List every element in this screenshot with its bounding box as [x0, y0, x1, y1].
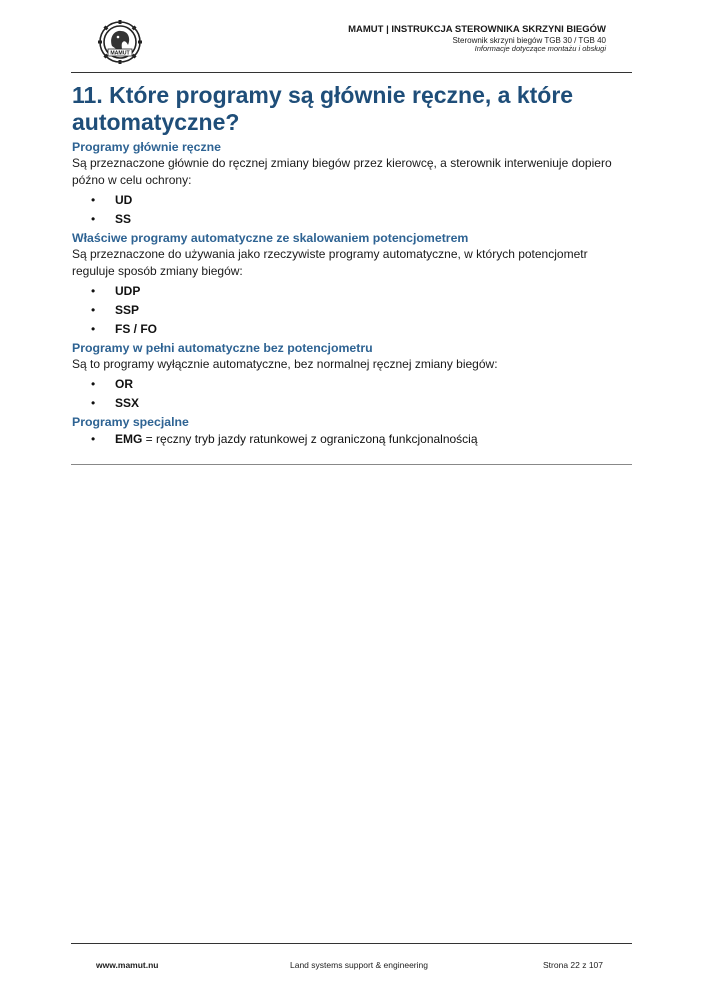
program-name: SSP	[115, 303, 140, 317]
program-name: UDP	[115, 284, 141, 298]
subsection-body-manual: Są przeznaczone głównie do ręcznej zmiany biegów przez kierowcę, a sterownik interweniuje dopiero późno w celu ochrony:	[72, 156, 612, 187]
footer-website: www.mamut.nu	[96, 960, 159, 970]
bullet-icon: •	[91, 322, 96, 336]
list-item	[72, 394, 632, 413]
list-item	[72, 430, 632, 449]
subsection-title-special: Programy specjalne	[72, 415, 189, 429]
list-item	[72, 282, 632, 301]
logo-text: MAMUT	[110, 50, 130, 57]
subsection-body-automatic-pot: Są przeznaczone do używania jako rzeczywiste programy automatyczne, w których potencjometr reguluje sposób zmiany biegów:	[72, 247, 588, 278]
program-name: OR	[115, 377, 133, 391]
page-header	[348, 25, 606, 54]
document-subtitle: Sterownik skrzyni biegów TGB 30 / TGB 40	[452, 35, 606, 45]
bullet-icon: •	[91, 377, 96, 391]
program-name: SSX	[115, 396, 140, 410]
section-heading: 11. Które programy są głównie ręczne, a które automatyczne?	[72, 82, 574, 135]
bullet-icon: •	[91, 396, 96, 410]
bullet-icon: •	[91, 193, 96, 207]
program-list-fully-automatic	[72, 375, 632, 413]
footer-divider	[71, 943, 632, 944]
program-list-automatic-pot	[72, 282, 632, 339]
program-name: EMG	[115, 432, 143, 446]
list-item	[72, 191, 632, 210]
subsection-title-fully-automatic: Programy w pełni automatyczne bez potencjometru	[72, 341, 373, 355]
program-list-special	[72, 430, 632, 449]
bullet-icon: •	[91, 432, 96, 446]
program-name: SS	[115, 212, 132, 226]
program-list-manual	[72, 191, 632, 229]
program-description: = ręczny tryb jazdy ratunkowej z ograniczoną funkcjonalnością	[142, 432, 478, 446]
list-item	[72, 301, 632, 320]
list-item	[72, 210, 632, 229]
subsection-body-fully-automatic: Są to programy wyłącznie automatyczne, bez normalnej ręcznej zmiany biegów:	[72, 357, 498, 371]
footer-tagline: Land systems support & engineering	[290, 960, 428, 970]
list-item	[72, 375, 632, 394]
document-note: Informacje dotyczące montażu i obsługi	[474, 44, 606, 54]
program-name: UD	[115, 193, 133, 207]
header-divider	[71, 72, 632, 73]
bullet-icon: •	[91, 212, 96, 226]
main-content	[72, 82, 632, 449]
company-logo	[95, 19, 145, 65]
document-title: MAMUT | INSTRUKCJA STEROWNIKA SKRZYNI BIEGÓW	[348, 24, 606, 35]
list-item	[72, 320, 632, 339]
page-number: Strona 22 z 107	[543, 960, 604, 970]
subsection-title-manual: Programy głównie ręczne	[72, 140, 221, 154]
program-name: FS / FO	[115, 322, 157, 336]
bullet-icon: •	[91, 284, 96, 298]
subsection-title-automatic-pot: Właściwe programy automatyczne ze skalowaniem potencjometrem	[72, 231, 469, 245]
bullet-icon: •	[91, 303, 96, 317]
content-end-divider	[71, 464, 632, 465]
